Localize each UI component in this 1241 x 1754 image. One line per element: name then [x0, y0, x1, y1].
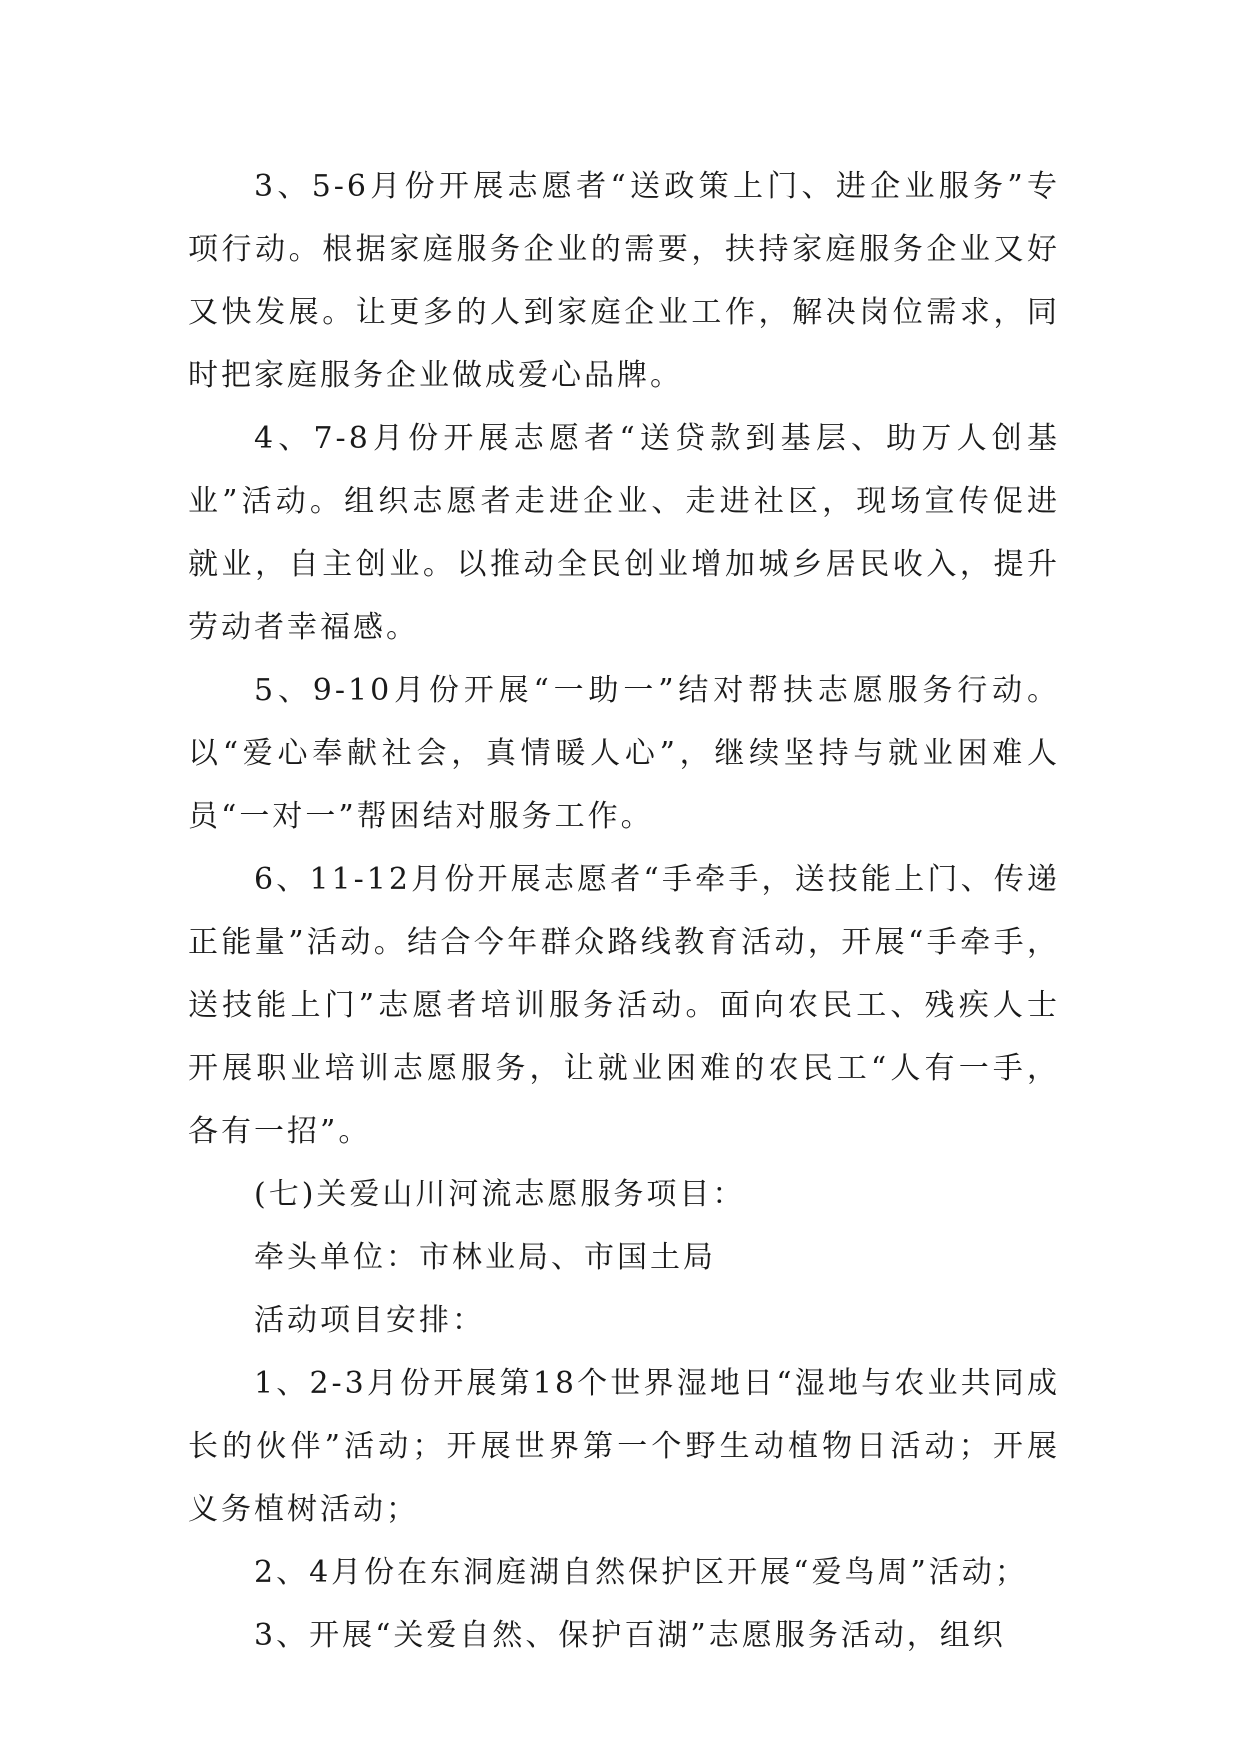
paragraph-item-1-wetland-day: 1、2-3月份开展第18个世界湿地日“湿地与农业共同成长的伙伴”活动；开展世界第一个野生动植物日活动；开展义务植树活动；	[188, 1366, 1060, 1527]
paragraph-item-2-bird-week: 2、4月份在东洞庭湖自然保护区开展“爱鸟周”活动；	[254, 1555, 1028, 1590]
paragraph-item-3-policy-service: 3、5-6月份开展志愿者“送政策上门、进企业服务”专项行动。根据家庭服务企业的需要，扶持家庭服务企业又好又快发展。让更多的人到家庭企业工作，解决岗位需求，同时把家庭服务企业做成爱心品牌。	[188, 169, 1060, 393]
paragraph-item-3-protect-lakes: 3、开展“关爱自然、保护百湖”志愿服务活动，组织	[254, 1618, 1006, 1653]
activity-arrangement-heading: 活动项目安排：	[254, 1303, 485, 1338]
lead-unit-line: 牵头单位：市林业局、市国土局	[254, 1240, 716, 1275]
document-body	[188, 155, 1060, 1667]
paragraph-item-5-one-to-one: 5、9-10月份开展“一助一”结对帮扶志愿服务行动。以“爱心奉献社会，真情暖人心”，继续坚持与就业困难人员“一对一”帮困结对服务工作。	[188, 673, 1060, 834]
section-heading-mountains-rivers: (七)关爱山川河流志愿服务项目：	[254, 1177, 746, 1212]
paragraph-item-6-skills-training: 6、11-12月份开展志愿者“手牵手，送技能上门、传递正能量”活动。结合今年群众路线教育活动，开展“手牵手，送技能上门”志愿者培训服务活动。面向农民工、残疾人士开展职业培训志愿服务，让就业困难的农民工“人有一手，各有一招”。	[188, 862, 1060, 1149]
paragraph-item-4-loan-service: 4、7-8月份开展志愿者“送贷款到基层、助万人创基业”活动。组织志愿者走进企业、走进社区，现场宣传促进就业，自主创业。以推动全民创业增加城乡居民收入，提升劳动者幸福感。	[188, 421, 1060, 645]
